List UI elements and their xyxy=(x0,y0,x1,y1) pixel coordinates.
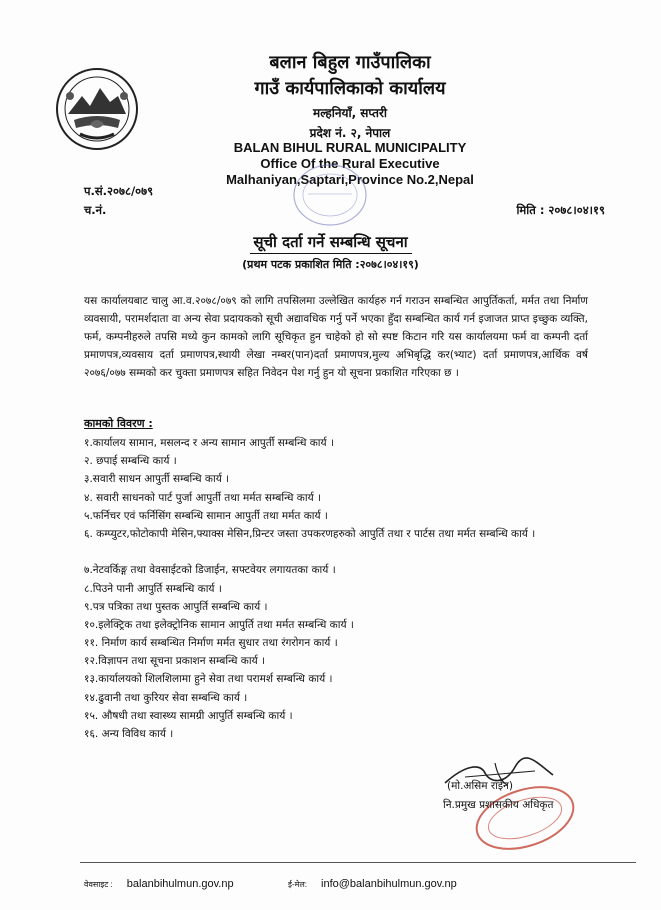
work-list-heading: कामको विवरण : xyxy=(84,417,153,430)
notice-title: सूची दर्ता गर्ने सम्बन्धि सूचना xyxy=(253,233,408,251)
office-subtitle-nepali: गाउँ कार्यपालिकाको कार्यालय xyxy=(254,78,446,99)
footer-divider xyxy=(80,862,636,863)
office-province-nepali: प्रदेश नं. २, नेपाल xyxy=(309,126,391,140)
list-item: ४. सवारी साधनको पार्ट पुर्जा आपुर्ती तथा मर्मत सम्बन्धि कार्य । xyxy=(84,491,321,504)
received-stamp-icon xyxy=(290,160,370,230)
office-subtitle-english: Office Of the Rural Executive xyxy=(260,156,440,171)
notice-body: यस कार्यालयबाट चालु आ.व.२०७८/०७९ को लागि तपसिलमा उल्लेखित कार्यहरु गर्न गराउन सम्बन्धित आपुर्तिकर्ता, मर्मत तथा निर्माण व्यवसायी, परामर्शदाता वा अन्य सेवा प्रदायकको सूची अद्यावधिक गर्नु पर्ने भएका हुँदा सम्बन्धित कार्य गर्न इजाजत प्राप्त इच्छुक व्यक्ति, फर्म, कम्पनीहरुले तपसि मध्ये कुन कामको लागि सूचिकृत हुन चाहेको हो सो स्पष्ट किटान गरि यस कार्यालयमा फर्म वा कम्पनी दर्ता प्रमाणपत्र,व्यवसाय दर्ता प्रमाणपत्र,स्थायी लेखा नम्बर(पान)दर्ता प्रमाणपत्र,मुल्य अभिबृद्धि कर(भ्याट) दर्ता प्रमाणपत्र,आर्थिक वर्ष २०७६/०७७ सम्मको कर चुक्ता प्रमाणपत्र सहित निवेदन पेश गर्नु हुन यो सूचना प्रकाशित गरिएका छ । xyxy=(84,295,588,379)
work-list xyxy=(84,434,644,743)
list-item: १०.इलेक्ट्रिक तथा इलेक्ट्रोनिक सामान आपुर्ति तथा मर्मत सम्बन्धि कार्य । xyxy=(84,618,354,631)
list-item: १५. औषधी तथा स्वास्थ्य सामग्री आपुर्ति सम्बन्धि कार्य । xyxy=(84,709,293,722)
list-item: ६. कम्प्युटर,फोटोकापी मेसिन,फ्याक्स मेसिन,प्रिन्टर जस्ता उपकरणहरुको आपुर्ति तथा र पार्टस तथा मर्मत सम्बन्धि कार्य । xyxy=(84,527,536,540)
list-item: ८.पिउने पानी आपुर्ति सम्बन्धि कार्य । xyxy=(84,582,222,595)
list-item: २. छपाई सम्बन्धि कार्य । xyxy=(84,455,177,468)
list-item: १.कार्यालय सामान, मसलन्द र अन्य सामान आपुर्ती सम्बन्धि कार्य । xyxy=(84,437,334,449)
email-label: ई-मेल: xyxy=(288,880,308,889)
office-name-nepali: बलान बिहुल गाउँपालिका xyxy=(269,52,431,73)
office-location-nepali: मल्हनियाँ, सप्तरी xyxy=(313,106,387,120)
footer-email xyxy=(288,878,457,890)
dispatch-number: च.नं. xyxy=(84,203,107,217)
office-name-english: BALAN BIHUL RURAL MUNICIPALITY xyxy=(233,140,467,155)
reference-number: प.सं.२०७८/०७९ xyxy=(84,184,154,198)
signatory-designation: नि.प्रमुख प्रशासकीय अधिकृत xyxy=(443,799,554,811)
office-address-english: Malhaniyan,Saptari,Province No.2,Nepal xyxy=(226,172,474,187)
list-item: १२.विज्ञापन तथा सूचना प्रकाशन सम्बन्धि कार्य । xyxy=(84,655,265,668)
nepal-emblem-icon xyxy=(54,66,140,152)
list-item: ११. निर्माण कार्य सम्बन्धित निर्माण मर्मत सुधार तथा रंगरोगन कार्य । xyxy=(84,637,338,650)
list-item: ९.पत्र पत्रिका तथा पुस्तक आपुर्ति सम्बन्धि कार्य । xyxy=(84,600,268,613)
footer-website xyxy=(84,878,234,890)
email-link[interactable]: info@balanbihulmun.gov.np xyxy=(321,878,457,890)
website-link[interactable]: balanbihulmun.gov.np xyxy=(126,878,234,890)
list-item: ३.सवारी साधन आपुर्ती सम्बन्धि कार्य । xyxy=(84,473,230,486)
list-item: १४.ढुवानी तथा कुरियर सेवा सम्बन्धि कार्य । xyxy=(84,691,248,704)
list-item: १६. अन्य विविध कार्य । xyxy=(84,728,174,741)
signatory-name: (मो.असिम राईन) xyxy=(447,780,513,792)
notice-subtitle: (प्रथम पटक प्रकाशित मिति :२०७८।०४।१९) xyxy=(242,258,419,271)
list-item: ७.नेटवर्किङ्ग तथा वेवसाईटको डिजाईन, सफ्टवेयर लगायतका कार्य । xyxy=(84,564,336,577)
list-item: ५.फर्निचर एवं फर्निसिंग सम्बन्धि सामान आपुर्ती तथा मर्मत कार्य । xyxy=(84,509,328,522)
website-label: वेवसाइट : xyxy=(84,880,113,889)
issue-date: मिति : २०७८।०४।१९ xyxy=(516,203,605,217)
list-item: १३.कार्यालयको शिलशिलामा हुने सेवा तथा परामर्श सम्बन्धि कार्य । xyxy=(84,673,333,686)
title-underline xyxy=(250,253,412,254)
